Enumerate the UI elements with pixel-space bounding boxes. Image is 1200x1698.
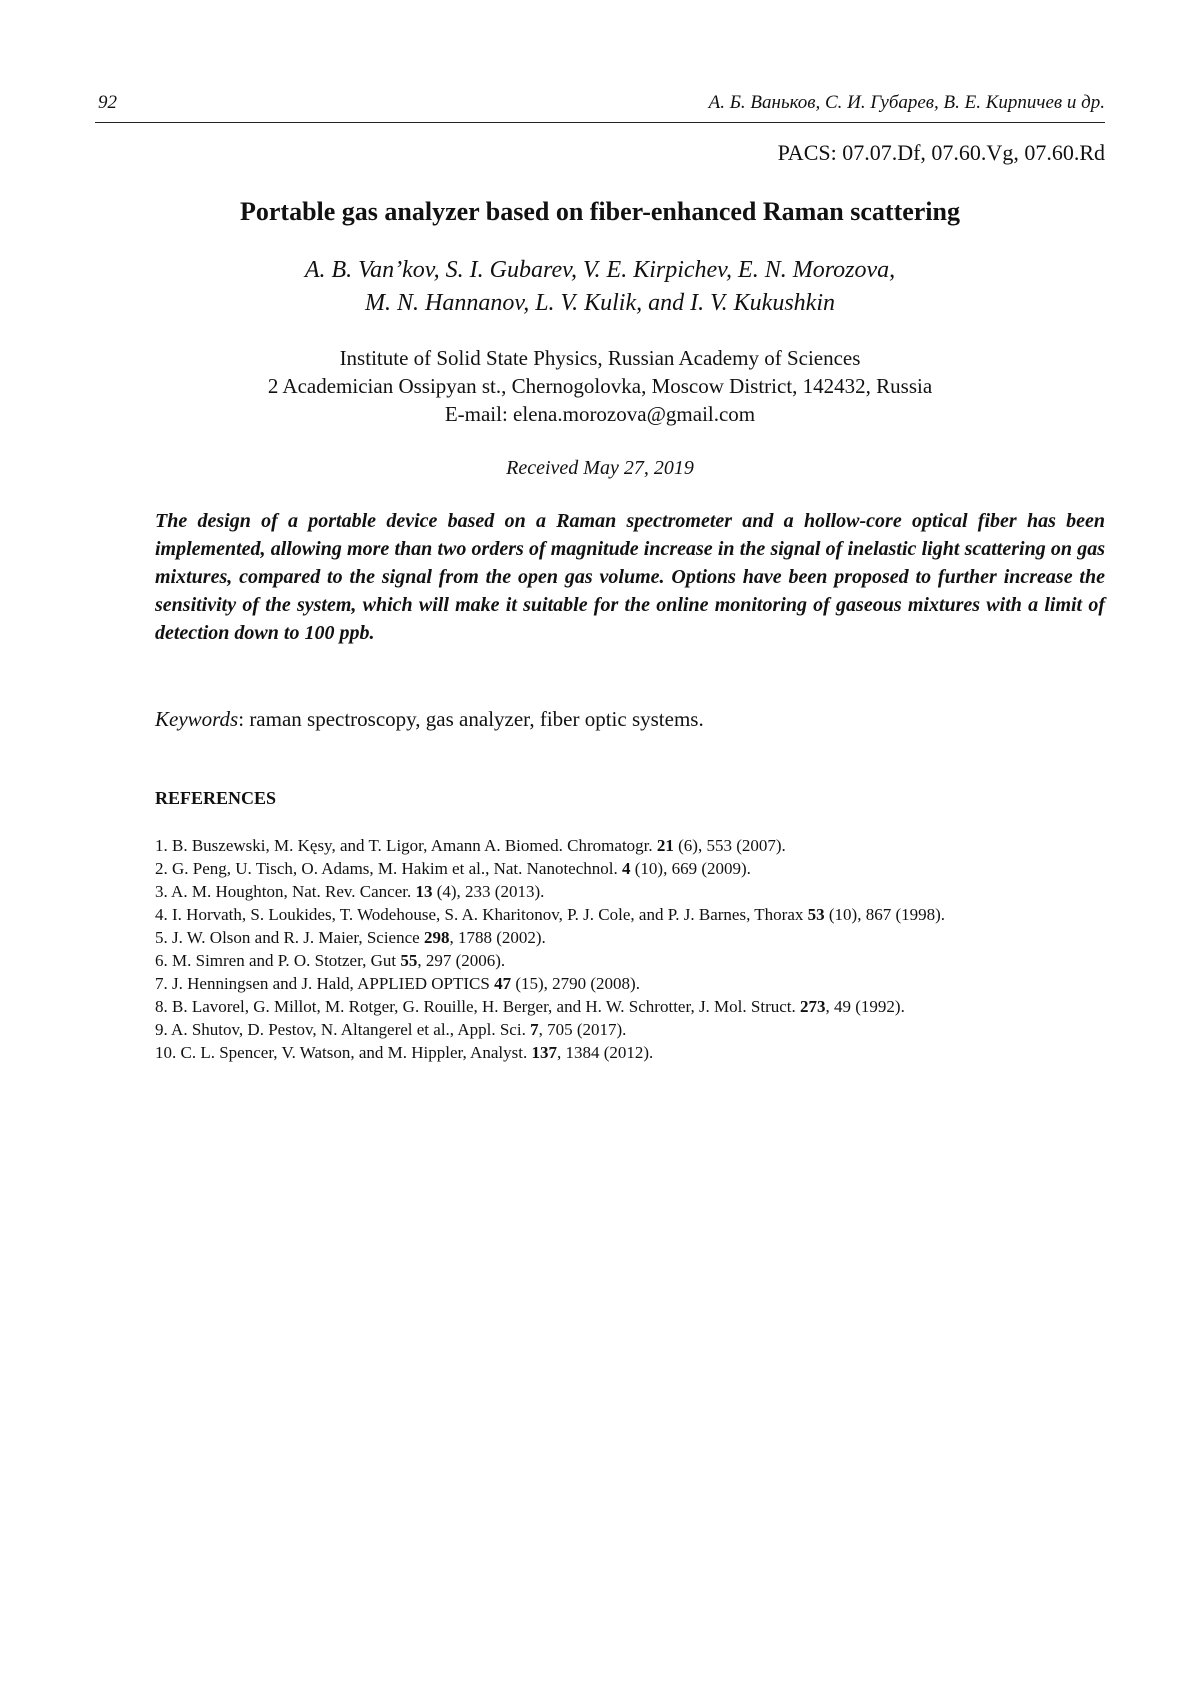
references-heading: REFERENCES <box>155 788 276 809</box>
running-head: А. Б. Ваньков, С. И. Губарев, В. Е. Кирпичев и др. <box>709 92 1105 114</box>
reference-item: 2. G. Peng, U. Tisch, O. Adams, M. Hakim et al., Nat. Nanotechnol. 4 (10), 669 (2009). <box>155 857 1115 880</box>
reference-item: 9. A. Shutov, D. Pestov, N. Altangerel et al., Appl. Sci. 7, 705 (2017). <box>155 1018 1115 1041</box>
references-list <box>155 834 1115 1064</box>
page-number: 92 <box>98 92 117 114</box>
authors-line: A. B. Van’kov, S. I. Gubarev, V. E. Kirpichev, E. N. Morozova, <box>0 254 1200 287</box>
running-header <box>95 92 1105 123</box>
reference-item: 1. B. Buszewski, M. Kęsy, and T. Ligor, Amann A. Biomed. Chromatogr. 21 (6), 553 (2007). <box>155 834 1115 857</box>
reference-item: 5. J. W. Olson and R. J. Maier, Science 298, 1788 (2002). <box>155 926 1115 949</box>
received-date: Received May 27, 2019 <box>0 457 1200 480</box>
reference-item: 7. J. Henningsen and J. Hald, APPLIED OPTICS 47 (15), 2790 (2008). <box>155 972 1115 995</box>
authors-line: M. N. Hannanov, L. V. Kulik, and I. V. Kukushkin <box>0 287 1200 320</box>
keywords <box>155 707 704 732</box>
affiliation <box>0 344 1200 428</box>
authors <box>0 254 1200 320</box>
email: E-mail: elena.morozova@gmail.com <box>0 400 1200 428</box>
abstract: The design of a portable device based on a Raman spectrometer and a hollow-core optical fiber has been implemented, allowing more than two orders of magnitude increase in the signal of inelastic light scattering on gas mixtures, compared to the signal from the open gas volume. Options have been proposed to further increase the sensitivity of the system, which will make it suitable for the online monitoring of gaseous mixtures with a limit of detection down to 100 ppb. <box>155 507 1105 647</box>
paper-title: Portable gas analyzer based on fiber-enhanced Raman scattering <box>0 197 1200 227</box>
reference-item: 3. A. M. Houghton, Nat. Rev. Cancer. 13 (4), 233 (2013). <box>155 880 1115 903</box>
keywords-label: Keywords <box>155 707 238 731</box>
reference-item: 10. C. L. Spencer, V. Watson, and M. Hippler, Analyst. 137, 1384 (2012). <box>155 1041 1115 1064</box>
keywords-text: : raman spectroscopy, gas analyzer, fiber optic systems. <box>238 707 703 731</box>
institute: Institute of Solid State Physics, Russian Academy of Sciences <box>0 344 1200 372</box>
reference-item: 8. B. Lavorel, G. Millot, M. Rotger, G. Rouille, H. Berger, and H. W. Schrotter, J. Mol. Struct. 273, 49 (1992). <box>155 995 1115 1018</box>
reference-item: 4. I. Horvath, S. Loukides, T. Wodehouse, S. A. Kharitonov, P. J. Cole, and P. J. Barnes, Thorax 53 (10), 867 (1998). <box>155 903 1115 926</box>
address: 2 Academician Ossipyan st., Chernogolovka, Moscow District, 142432, Russia <box>0 372 1200 400</box>
pacs-codes: PACS: 07.07.Df, 07.60.Vg, 07.60.Rd <box>778 140 1105 166</box>
reference-item: 6. M. Simren and P. O. Stotzer, Gut 55, 297 (2006). <box>155 949 1115 972</box>
